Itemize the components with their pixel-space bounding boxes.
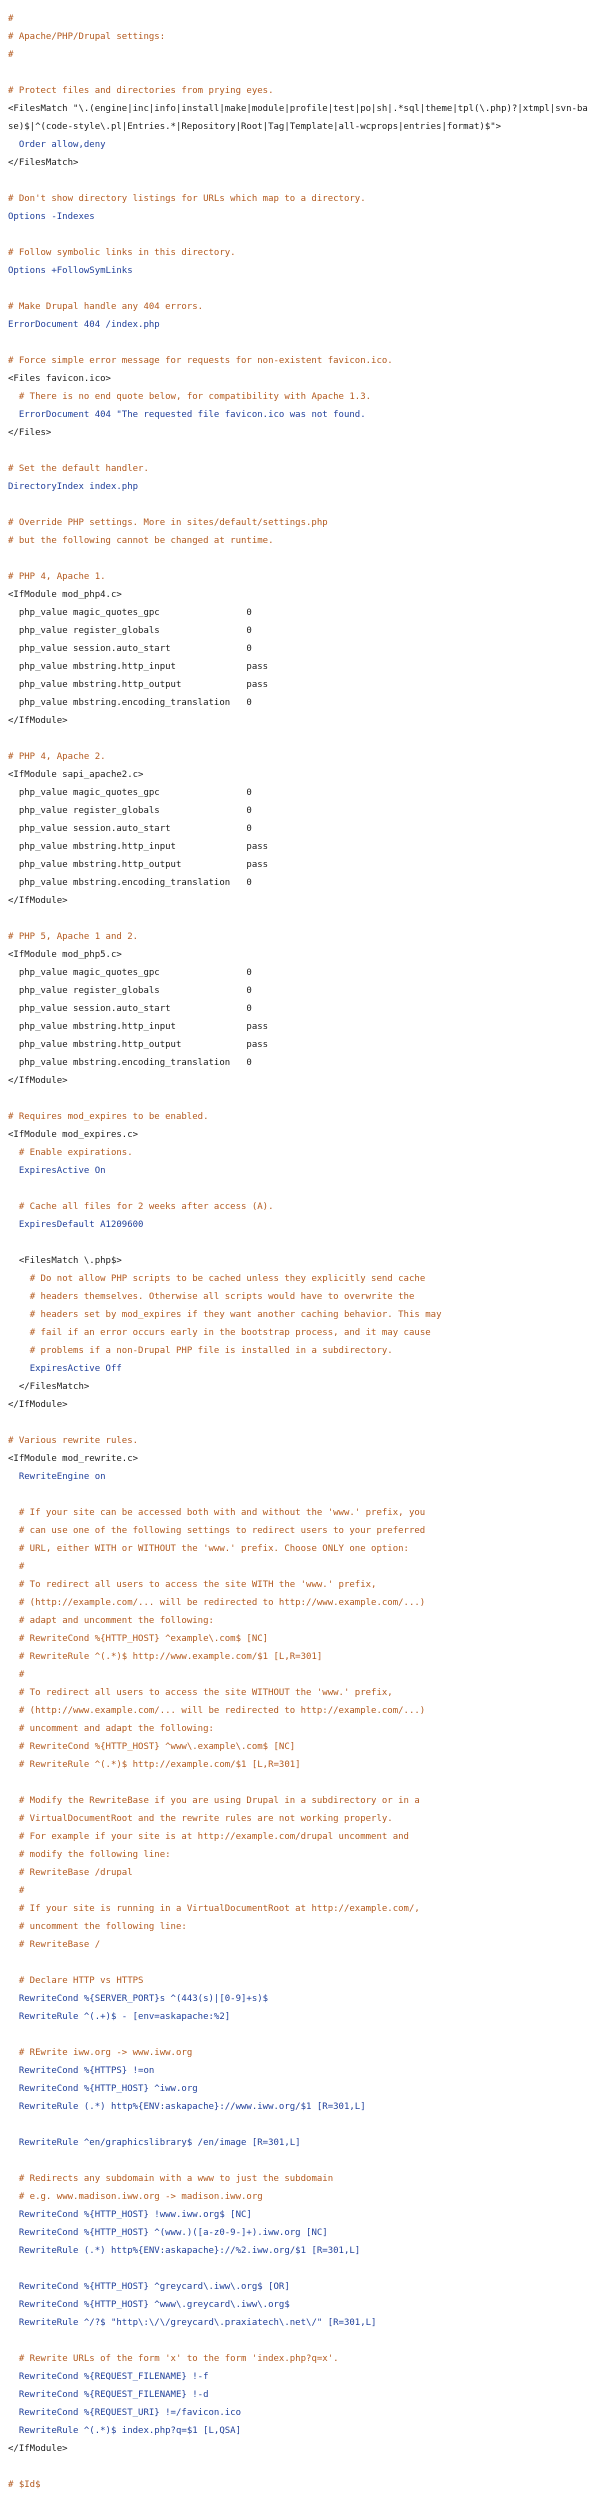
code-line: RewriteCond %{REQUEST_URI} !=/favicon.ico	[8, 2408, 242, 2418]
code-line: php_value session.auto_start 0	[8, 824, 252, 834]
code-line: RewriteCond %{REQUEST_FILENAME} !-d	[8, 2390, 209, 2400]
code-line: php_value mbstring.http_input pass	[8, 1022, 269, 1032]
comment-line: # Set the default handler.	[8, 464, 149, 474]
comment-line: # uncomment the following line:	[8, 1922, 187, 1932]
code-line: RewriteCond %{HTTP_HOST} ^greycard\.iww\.org$ [OR]	[8, 2282, 290, 2292]
comment-line: #	[8, 1886, 25, 1896]
code-line	[8, 64, 592, 82]
code-line	[8, 1774, 592, 1792]
comment-line: # PHP 4, Apache 2.	[8, 752, 106, 762]
code-line: ExpiresDefault A1209600	[8, 1220, 144, 1230]
comment-line: # RewriteRule ^(.*)$ http://www.example.com/$1 [L,R=301]	[8, 1652, 323, 1662]
comment-line: # RewriteRule ^(.*)$ http://example.com/$1 [L,R=301]	[8, 1760, 301, 1770]
code-line: ErrorDocument 404 /index.php	[8, 320, 160, 330]
comment-line: # uncomment and adapt the following:	[8, 1724, 214, 1734]
code-line	[8, 442, 592, 460]
comment-line: # but the following cannot be changed at runtime.	[8, 536, 274, 546]
code-line: php_value mbstring.encoding_translation 0	[8, 878, 252, 888]
comment-line: # Apache/PHP/Drupal settings:	[8, 32, 166, 42]
comment-line: # $Id$	[8, 2480, 41, 2490]
code-line	[8, 550, 592, 568]
code-line: RewriteRule ^/?$ "http\:\/\/greycard\.praxiatech\.net\/" [R=301,L]	[8, 2318, 377, 2328]
comment-line: #	[8, 1562, 25, 1572]
comment-line: # REwrite iww.org -> www.iww.org	[8, 2048, 193, 2058]
comment-line: #	[8, 50, 14, 60]
code-line: ErrorDocument 404 "The requested file favicon.ico was not found.	[8, 410, 366, 420]
code-line	[8, 2260, 592, 2278]
code-line: RewriteRule ^(.*)$ index.php?q=$1 [L,QSA]	[8, 2426, 242, 2436]
code-line: <IfModule mod_expires.c>	[8, 1130, 139, 1140]
comment-line: # If your site is running in a VirtualDocumentRoot at http://example.com/,	[8, 1904, 420, 1914]
code-line: <IfModule mod_rewrite.c>	[8, 1454, 139, 1464]
code-line	[8, 1954, 592, 1972]
comment-line: # Requires mod_expires to be enabled.	[8, 1112, 209, 1122]
code-line: </IfModule>	[8, 896, 68, 906]
comment-line: #	[8, 14, 14, 24]
code-line: php_value mbstring.http_output pass	[8, 860, 269, 870]
comment-line: # Override PHP settings. More in sites/default/settings.php	[8, 518, 328, 528]
code-line	[8, 1090, 592, 1108]
comment-line: # RewriteBase /drupal	[8, 1868, 133, 1878]
comment-line: # URL, either WITH or WITHOUT the 'www.' prefix. Choose ONLY one option:	[8, 1544, 409, 1554]
code-line: php_value register_globals 0	[8, 626, 252, 636]
code-line: ExpiresActive On	[8, 1166, 106, 1176]
code-line: </IfModule>	[8, 2444, 68, 2454]
code-line: </FilesMatch>	[8, 158, 79, 168]
code-line	[8, 280, 592, 298]
code-line: php_value session.auto_start 0	[8, 1004, 252, 1014]
comment-line: # RewriteCond %{HTTP_HOST} ^www\.example\.com$ [NC]	[8, 1742, 296, 1752]
code-line	[8, 1234, 592, 1252]
code-line: php_value register_globals 0	[8, 806, 252, 816]
comment-line: # For example if your site is at http://example.com/drupal uncomment and	[8, 1832, 409, 1842]
code-line: <FilesMatch \.php$>	[8, 1256, 122, 1266]
code-line	[8, 2026, 592, 2044]
comment-line: # RewriteBase /	[8, 1940, 101, 1950]
code-line: Options +FollowSymLinks	[8, 266, 133, 276]
code-line	[8, 2116, 592, 2134]
code-line: Order allow,deny	[8, 140, 106, 150]
comment-line: # headers set by mod_expires if they want another caching behavior. This may	[8, 1310, 442, 1320]
code-line: RewriteEngine on	[8, 1472, 106, 1482]
code-line: RewriteCond %{REQUEST_FILENAME} !-f	[8, 2372, 209, 2382]
code-line: RewriteRule (.*) http%{ENV:askapache}://%2.iww.org/$1 [R=301,L]	[8, 2246, 361, 2256]
comment-line: # (http://example.com/... will be redirected to http://www.example.com/...)	[8, 1598, 426, 1608]
code-line: php_value mbstring.http_output pass	[8, 680, 269, 690]
code-line: php_value mbstring.http_output pass	[8, 1040, 269, 1050]
code-line: </FilesMatch>	[8, 1382, 90, 1392]
comment-line: # To redirect all users to access the site WITHOUT the 'www.' prefix,	[8, 1688, 393, 1698]
comment-line: # fail if an error occurs early in the bootstrap process, and it may cause	[8, 1328, 431, 1338]
code-line: RewriteRule ^en/graphicslibrary$ /en/image [R=301,L]	[8, 2138, 301, 2148]
code-line: </IfModule>	[8, 716, 68, 726]
comment-line: # Make Drupal handle any 404 errors.	[8, 302, 204, 312]
comment-line: # Cache all files for 2 weeks after access (A).	[8, 1202, 274, 1212]
comment-line: # RewriteCond %{HTTP_HOST} ^example\.com$ [NC]	[8, 1634, 269, 1644]
code-line	[8, 172, 592, 190]
code-line	[8, 2458, 592, 2476]
code-line	[8, 1486, 592, 1504]
comment-line: # If your site can be accessed both with and without the 'www.' prefix, you	[8, 1508, 426, 1518]
code-line	[8, 910, 592, 928]
code-line	[8, 2332, 592, 2350]
code-line: RewriteCond %{SERVER_PORT}s ^(443(s)|[0-9]+s)$	[8, 1994, 269, 2004]
comment-line: # modify the following line:	[8, 1850, 171, 1860]
code-line: RewriteCond %{HTTP_HOST} !www.iww.org$ [NC]	[8, 2210, 252, 2220]
code-line: php_value mbstring.encoding_translation 0	[8, 1058, 252, 1068]
comment-line: # To redirect all users to access the site WITH the 'www.' prefix,	[8, 1580, 377, 1590]
comment-line: # headers themselves. Otherwise all scripts would have to overwrite the	[8, 1292, 415, 1302]
comment-line: # PHP 5, Apache 1 and 2.	[8, 932, 139, 942]
comment-line: # e.g. www.madison.iww.org -> madison.iww.org	[8, 2192, 263, 2202]
code-line: </IfModule>	[8, 1076, 68, 1086]
code-line: php_value register_globals 0	[8, 986, 252, 996]
comment-line: # Declare HTTP vs HTTPS	[8, 1976, 144, 1986]
comment-line: # can use one of the following settings to redirect users to your preferred	[8, 1526, 426, 1536]
code-line: Options -Indexes	[8, 212, 95, 222]
code-line: <IfModule mod_php5.c>	[8, 950, 122, 960]
comment-line: # VirtualDocumentRoot and the rewrite rules are not working properly.	[8, 1814, 393, 1824]
code-line	[8, 1414, 592, 1432]
code-line: <IfModule mod_php4.c>	[8, 590, 122, 600]
code-line: <IfModule sapi_apache2.c>	[8, 770, 144, 780]
code-line	[8, 1180, 592, 1198]
code-line	[8, 730, 592, 748]
comment-line: # PHP 4, Apache 1.	[8, 572, 106, 582]
code-line: RewriteCond %{HTTPS} !=on	[8, 2066, 155, 2076]
comment-line: # Various rewrite rules.	[8, 1436, 139, 1446]
code-line: RewriteCond %{HTTP_HOST} ^(www.)([a-z0-9-]+).iww.org [NC]	[8, 2228, 328, 2238]
comment-line: # (http://www.example.com/... will be redirected to http://example.com/...)	[8, 1706, 426, 1716]
comment-line: # Rewrite URLs of the form 'x' to the form 'index.php?q=x'.	[8, 2354, 339, 2364]
comment-line: # adapt and uncomment the following:	[8, 1616, 214, 1626]
code-line: php_value mbstring.http_input pass	[8, 842, 269, 852]
code-line: php_value magic_quotes_gpc 0	[8, 968, 252, 978]
code-line	[8, 2152, 592, 2170]
code-line	[8, 496, 592, 514]
code-line	[8, 334, 592, 352]
comment-line: # Redirects any subdomain with a www to just the subdomain	[8, 2174, 334, 2184]
code-line: php_value session.auto_start 0	[8, 644, 252, 654]
code-line: </Files>	[8, 428, 52, 438]
code-line: RewriteRule ^(.+)$ - [env=askapache:%2]	[8, 2012, 231, 2022]
code-line: <Files favicon.ico>	[8, 374, 111, 384]
comment-line: # Follow symbolic links in this directory.	[8, 248, 236, 258]
code-line: </IfModule>	[8, 1400, 68, 1410]
code-line: RewriteCond %{HTTP_HOST} ^iww.org	[8, 2084, 198, 2094]
code-line: php_value mbstring.encoding_translation 0	[8, 698, 252, 708]
comment-line: # Enable expirations.	[8, 1148, 133, 1158]
code-line	[8, 226, 592, 244]
code-line: DirectoryIndex index.php	[8, 482, 139, 492]
code-line: <FilesMatch "\.(engine|inc|info|install|make|module|profile|test|po|sh|.*sql|theme|tpl(\.php)?|xtmpl|svn-base)$|^(code-style\.pl|Entries.*|Repository|Root|Tag|Template|all-wcprops|entries|format)$">	[8, 104, 588, 132]
code-line: php_value mbstring.http_input pass	[8, 662, 269, 672]
comment-line: # Protect files and directories from prying eyes.	[8, 86, 274, 96]
comment-line: # Do not allow PHP scripts to be cached unless they explicitly send cache	[8, 1274, 426, 1284]
comment-line: # problems if a non-Drupal PHP file is installed in a subdirectory.	[8, 1346, 393, 1356]
code-line: RewriteRule (.*) http%{ENV:askapache}://www.iww.org/$1 [R=301,L]	[8, 2102, 366, 2112]
code-line: RewriteCond %{HTTP_HOST} ^www\.greycard\.iww\.org$	[8, 2300, 290, 2310]
comment-line: # There is no end quote below, for compatibility with Apache 1.3.	[8, 392, 372, 402]
code-line: php_value magic_quotes_gpc 0	[8, 788, 252, 798]
comment-line: #	[8, 1670, 25, 1680]
code-line: ExpiresActive Off	[8, 1364, 122, 1374]
comment-line: # Modify the RewriteBase if you are using Drupal in a subdirectory or in a	[8, 1796, 420, 1806]
comment-line: # Don't show directory listings for URLs which map to a directory.	[8, 194, 366, 204]
comment-line: # Force simple error message for requests for non-existent favicon.ico.	[8, 356, 393, 366]
code-line: php_value magic_quotes_gpc 0	[8, 608, 252, 618]
